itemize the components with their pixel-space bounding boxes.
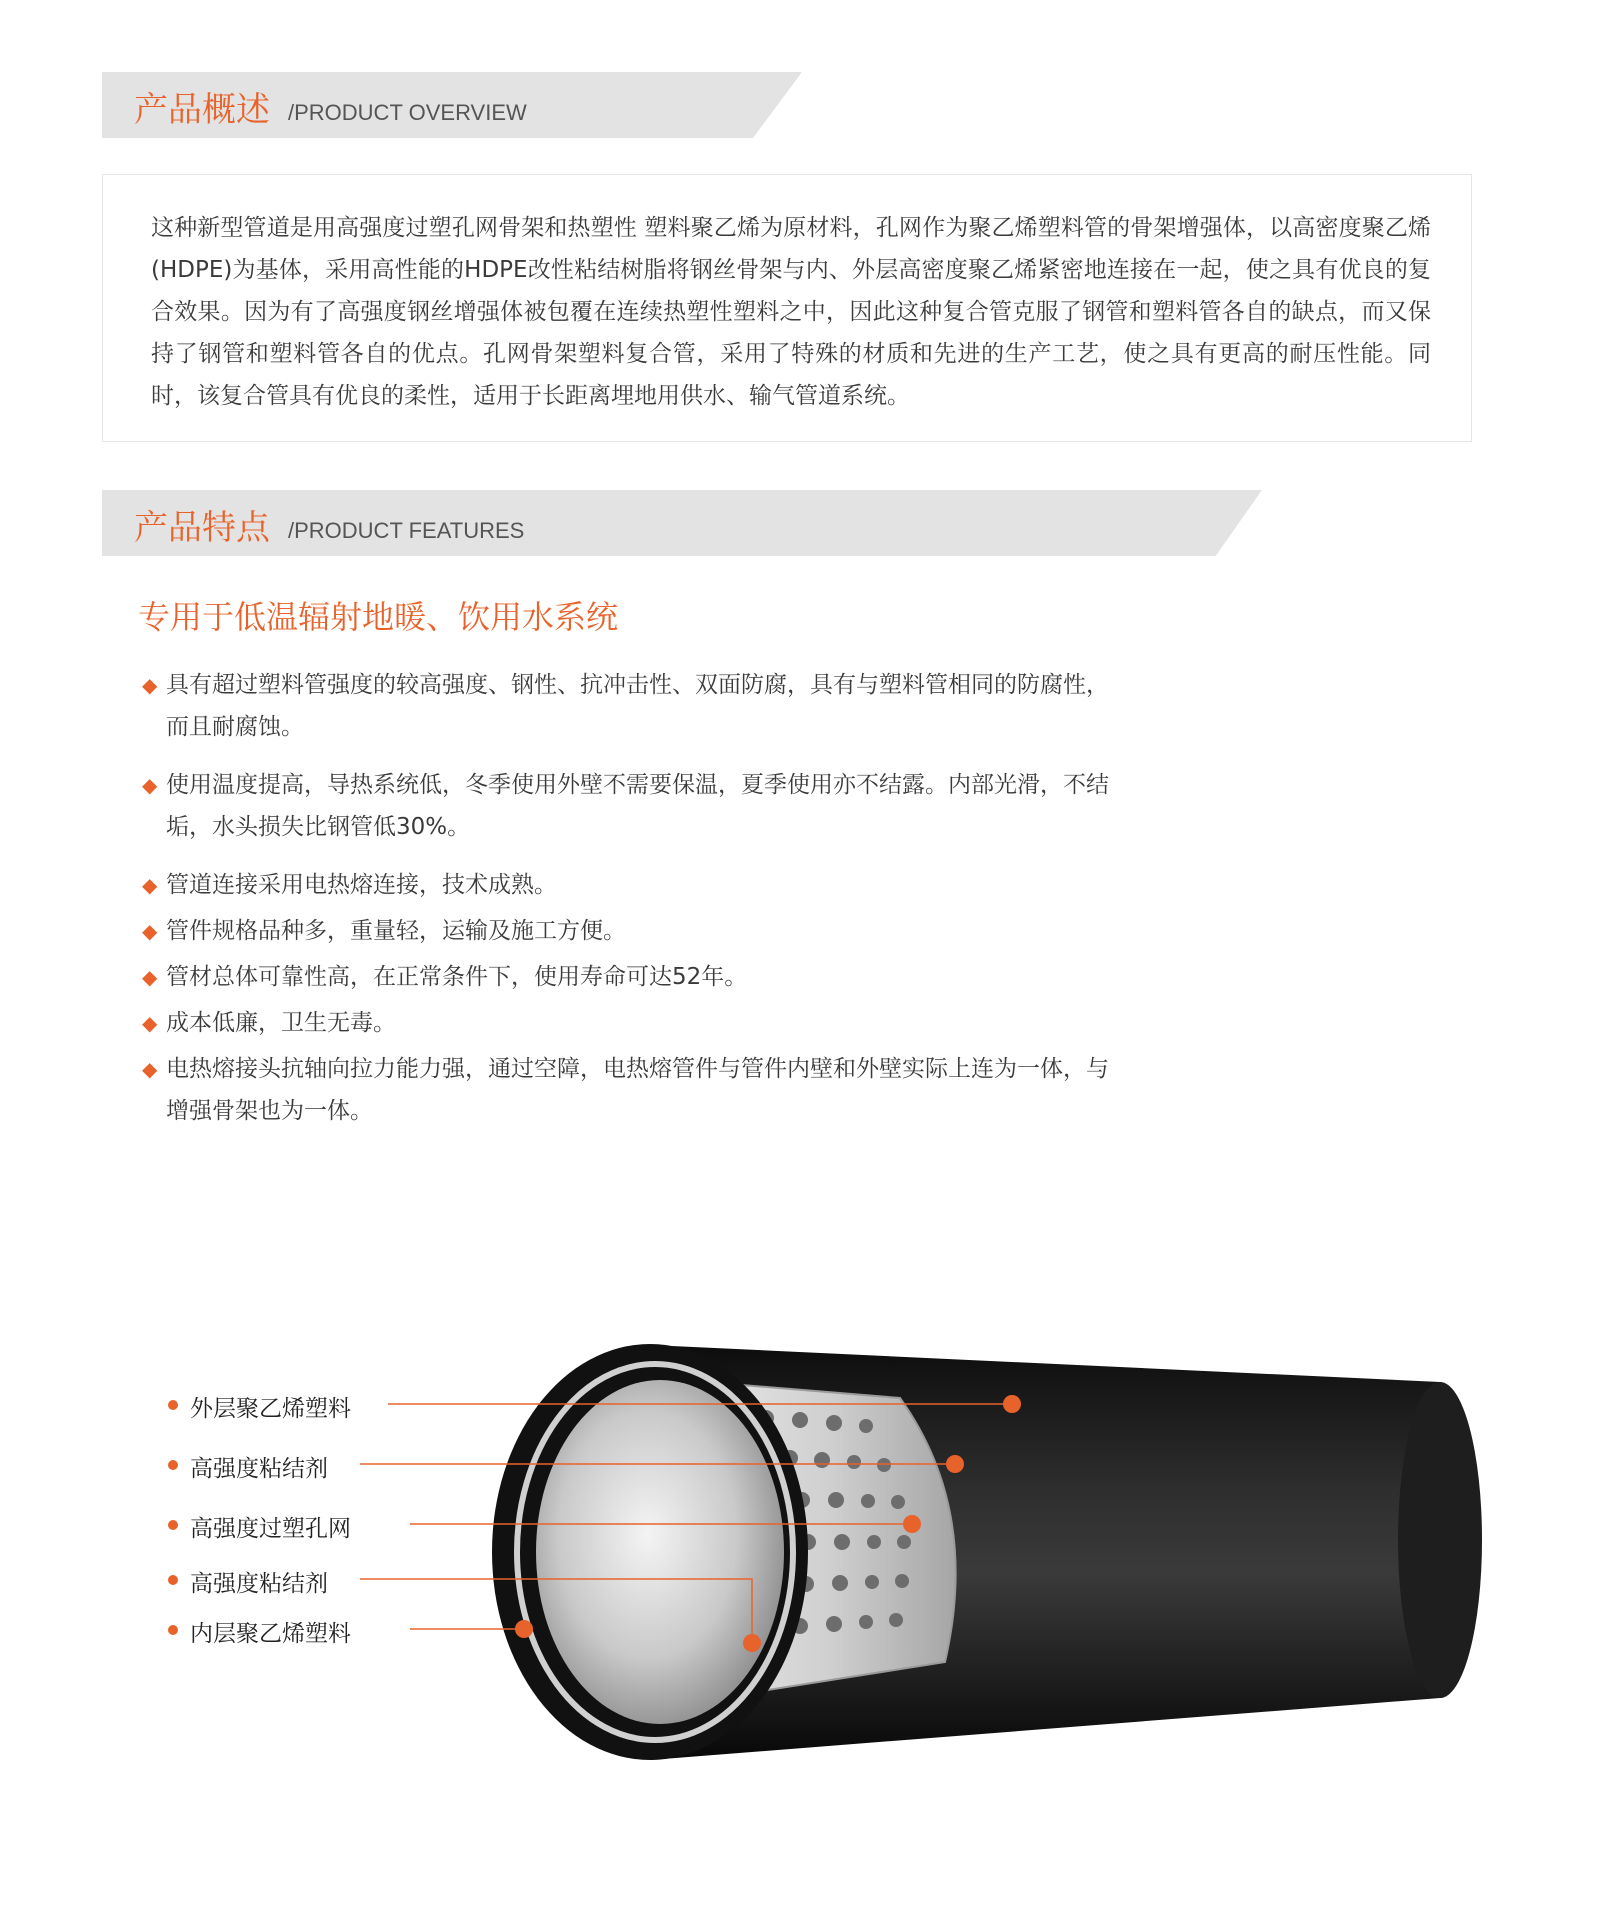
features-subheading: 专用于低温辐射地暖、饮用水系统 [138, 598, 619, 636]
diamond-bullet-icon: ◆ [142, 773, 158, 797]
features-list [142, 664, 1122, 1136]
overview-title-en: /PRODUCT OVERVIEW [288, 100, 527, 125]
feature-text: 管材总体可靠性高，在正常条件下，使用寿命可达52年。 [166, 964, 748, 990]
diamond-bullet-icon: ◆ [142, 1057, 158, 1081]
list-item [142, 764, 1122, 848]
list-item [142, 864, 1122, 906]
pipe-far-end [1398, 1382, 1482, 1698]
layer-label-adhesive-1 [168, 1450, 328, 1483]
overview-text: 这种新型管道是用高强度过塑孔网骨架和热塑性 塑料聚乙烯为原材料，孔网作为聚乙烯塑料管的骨架增强体，以高密度聚乙烯(HDPE)为基体，采用高性能的HDPE改性粘结树脂将钢丝骨架与内、外层高密度聚乙烯紧密地连接在一起，使之具有优良的复合效果。因为有了高强度钢丝增强体被包覆在连续热塑性塑料之中，因此这种复合管克服了钢管和塑料管各自的缺点，而又保持了钢管和塑料管各自的优点。孔网骨架塑料复合管，采用了特殊的材质和先进的生产工艺，使之具有更高的耐压性能。同时，该复合管具有优良的柔性，适用于长距离埋地用供水、输气管道系统。 [151, 215, 1431, 409]
layer-label-text: 高强度粘结剂 [190, 1456, 328, 1482]
layer-label-text: 外层聚乙烯塑料 [190, 1396, 351, 1422]
label-dot-icon [168, 1400, 178, 1410]
label-dot-icon [168, 1520, 178, 1530]
overview-header [102, 72, 802, 138]
feature-text: 使用温度提高，导热系统低，冬季使用外壁不需要保温，夏季使用亦不结露。内部光滑，不结垢，水头损失比钢管低30%。 [166, 772, 1109, 840]
features-header-band [102, 490, 1262, 556]
layer-label-text: 高强度粘结剂 [190, 1571, 328, 1597]
diamond-bullet-icon: ◆ [142, 873, 158, 897]
label-dot-icon [168, 1460, 178, 1470]
layer-label-outer-pe [168, 1390, 351, 1423]
label-dot-icon [168, 1625, 178, 1635]
features-header [102, 490, 1262, 556]
list-item [142, 1002, 1122, 1044]
layer-label-adhesive-2 [168, 1565, 328, 1598]
diamond-bullet-icon: ◆ [142, 919, 158, 943]
label-dot-icon [168, 1575, 178, 1585]
list-item [142, 956, 1122, 998]
layer-label-mesh [168, 1510, 351, 1543]
diamond-bullet-icon: ◆ [142, 965, 158, 989]
list-item [142, 1048, 1122, 1132]
list-item [142, 664, 1122, 748]
layer-label-inner-pe [168, 1615, 351, 1648]
feature-text: 管道连接采用电热熔连接，技术成熟。 [166, 872, 557, 898]
feature-text: 具有超过塑料管强度的较高强度、钢性、抗冲击性、双面防腐，具有与塑料管相同的防腐性，而且耐腐蚀。 [166, 672, 1109, 740]
features-title-en: /PRODUCT FEATURES [288, 518, 525, 543]
layer-label-text: 高强度过塑孔网 [190, 1516, 351, 1542]
overview-box [102, 174, 1472, 442]
pipe-diagram [0, 1300, 1600, 1780]
diamond-bullet-icon: ◆ [142, 1011, 158, 1035]
feature-text: 成本低廉，卫生无毒。 [166, 1010, 396, 1036]
inner-pe-layer [536, 1380, 784, 1724]
feature-text: 电热熔接头抗轴向拉力能力强，通过空障，电热熔管件与管件内壁和外壁实际上连为一体，与增强骨架也为一体。 [166, 1056, 1109, 1124]
features-title-cn: 产品特点 [134, 508, 270, 548]
diamond-bullet-icon: ◆ [142, 673, 158, 697]
layer-label-text: 内层聚乙烯塑料 [190, 1621, 351, 1647]
list-item [142, 910, 1122, 952]
overview-title-cn: 产品概述 [134, 90, 270, 130]
feature-text: 管件规格品种多，重量轻，运输及施工方便。 [166, 918, 626, 944]
